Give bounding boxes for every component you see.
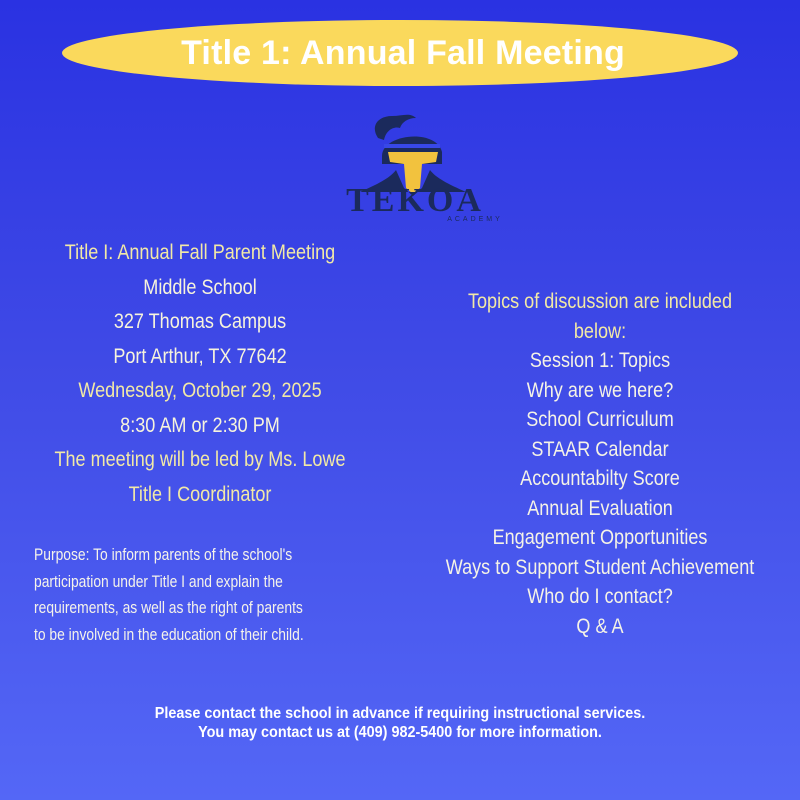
logo-subtitle: ACADEMY — [447, 216, 503, 223]
purpose-line: requirements, as well as the right of parents — [34, 599, 303, 617]
purpose-line: to be involved in the education of their child. — [34, 625, 304, 644]
meeting-times: 8:30 AM or 2:30 PM — [120, 413, 280, 437]
footer-line-services: Please contact the school in advance if requiring instructional services. — [154, 705, 646, 722]
topic-item: Who do I contact? — [527, 585, 673, 608]
topic-item: Session 1: Topics — [529, 349, 671, 372]
topic-item: Why are we here? — [526, 378, 674, 402]
meeting-leader: The meeting will be led by Ms. Lowe — [54, 448, 346, 471]
leader-role: Title I Coordinator — [128, 482, 272, 506]
topic-item: Ways to Support Student Achievement — [445, 555, 755, 579]
logo-wordmark: TEKOA — [346, 182, 484, 219]
knight-helmet-icon — [270, 108, 560, 223]
address-street: 327 Thomas Campus — [113, 310, 287, 333]
topic-item: STAAR Calendar — [531, 437, 669, 461]
topic-item: Engagement Opportunities — [492, 526, 708, 549]
meeting-name: Title I: Annual Fall Parent Meeting — [64, 241, 336, 264]
topic-item: Accountabilty Score — [520, 467, 680, 490]
footer-line-phone: You may contact us at (409) 982-5400 for more information. — [198, 724, 602, 741]
meeting-date: Wednesday, October 29, 2025 — [78, 379, 322, 402]
topic-item: School Curriculum — [526, 408, 674, 431]
topics-intro: below: — [573, 319, 627, 343]
purpose-line: Purpose: To inform parents of the school's — [34, 546, 293, 564]
purpose-line: participation under Title I and explain the — [34, 572, 283, 591]
meeting-details — [0, 236, 400, 512]
tekoa-academy-logo — [270, 108, 560, 223]
address-city: Port Arthur, TX 77642 — [113, 344, 287, 368]
page-title: Title 1: Annual Fall Meeting — [181, 33, 625, 72]
title-banner — [62, 20, 738, 86]
topic-item: Q & A — [576, 614, 624, 638]
purpose-statement — [34, 542, 394, 648]
topics-list — [400, 287, 800, 641]
topics-intro: Topics of discussion are included — [467, 290, 733, 313]
contact-footer — [0, 704, 800, 742]
school-level: Middle School — [143, 275, 257, 299]
topic-item: Annual Evaluation — [527, 496, 673, 520]
